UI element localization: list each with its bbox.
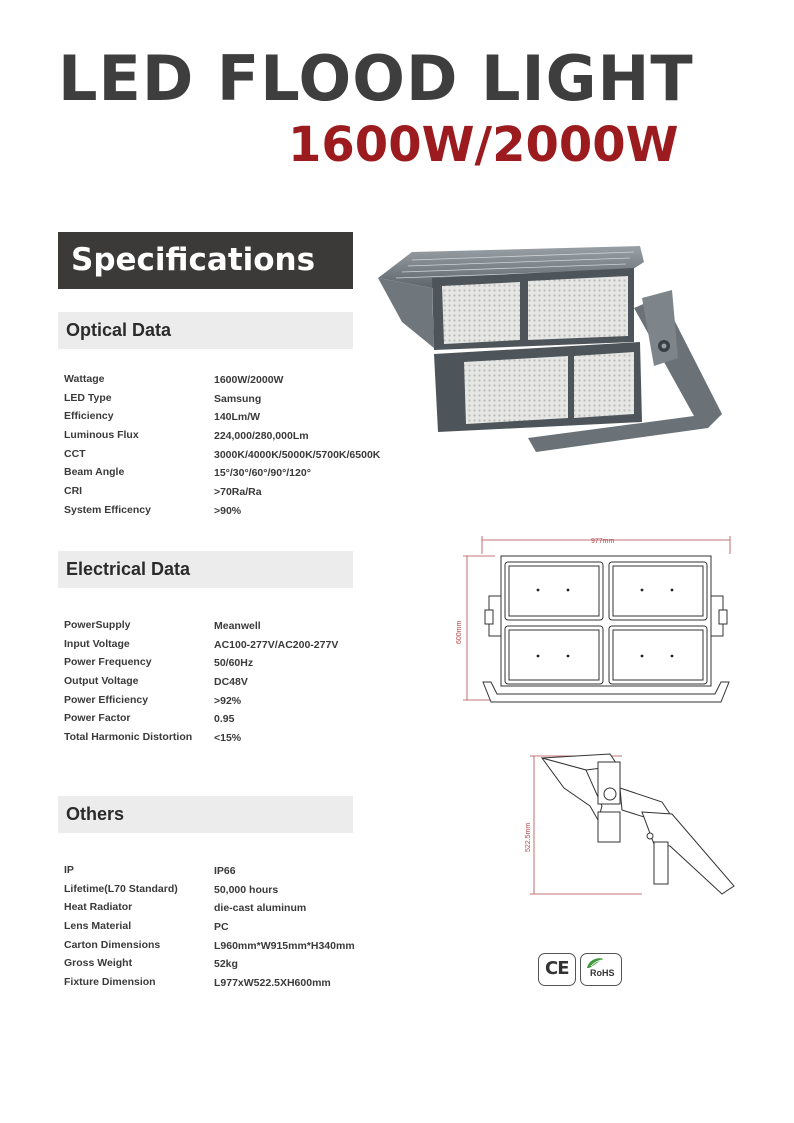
optical-data-table (64, 373, 404, 523)
spec-value: >70Ra/Ra (214, 486, 262, 499)
spec-row (64, 656, 404, 675)
spec-value: L977xW522.5XH600mm (214, 977, 331, 990)
spec-row (64, 429, 404, 448)
spec-row (64, 392, 404, 411)
spec-row (64, 864, 404, 883)
spec-value: >90% (214, 504, 242, 517)
spec-label: Wattage (64, 373, 105, 385)
electrical-data-table (64, 619, 404, 750)
page-title: LED FLOOD LIGHT (58, 42, 694, 115)
electrical-data-title: Electrical Data (66, 559, 191, 579)
front-view-dimension-drawing (455, 532, 740, 712)
spec-row (64, 920, 404, 939)
spec-row (64, 694, 404, 713)
spec-value: AC100-277V/AC200-277V (214, 638, 339, 651)
spec-value: 50,000 hours (214, 883, 279, 896)
spec-label: Carton Dimensions (64, 938, 161, 951)
spec-value: >92% (214, 694, 242, 707)
spec-row (64, 638, 404, 657)
spec-row (64, 410, 404, 429)
spec-row (64, 712, 404, 731)
spec-label: Heat Radiator (64, 901, 133, 914)
front-width-dimension: 977mm (591, 538, 615, 545)
rohs-certification-icon (580, 953, 622, 986)
spec-label: Fixture Dimension (64, 976, 156, 989)
ce-mark-text: CE (545, 958, 569, 979)
electrical-data-header (58, 551, 353, 588)
others-header (58, 796, 353, 833)
spec-label: Lifetime(L70 Standard) (64, 882, 178, 895)
led-panel (528, 276, 628, 340)
ce-certification-icon (538, 953, 576, 986)
spec-label: Lens Material (64, 920, 132, 933)
spec-value: PC (214, 921, 229, 934)
spec-row (64, 504, 404, 523)
spec-value: 3000K/4000K/5000K/5700K/6500K (214, 448, 381, 461)
spec-label: Beam Angle (64, 466, 125, 479)
flood-light-product-image (372, 238, 752, 460)
spec-row (64, 731, 404, 750)
spec-label: Luminous Flux (64, 429, 139, 442)
spec-row (64, 675, 404, 694)
spec-label: Power Frequency (64, 656, 152, 669)
spec-value: 224,000/280,000Lm (214, 430, 309, 443)
spec-label: IP (64, 864, 74, 876)
front-height-dimension: 600mm (456, 620, 463, 644)
spec-label: Power Factor (64, 712, 131, 725)
specifications-heading: Specifications (71, 242, 316, 278)
spec-label: CRI (64, 485, 83, 498)
side-depth-dimension: 522.5mm (525, 822, 532, 852)
spec-label: Input Voltage (64, 637, 130, 650)
spec-label: Efficiency (64, 410, 114, 423)
spec-label: LED Type (64, 391, 112, 404)
spec-label: PowerSupply (64, 619, 131, 631)
spec-row (64, 939, 404, 958)
led-panel (442, 282, 520, 344)
spec-label: Power Efficiency (64, 693, 149, 706)
spec-value: die-cast aluminum (214, 902, 307, 915)
spec-label: Gross Weight (64, 957, 133, 970)
spec-row (64, 448, 404, 467)
spec-value: 140Lm/W (214, 411, 261, 424)
led-panel (464, 356, 568, 424)
spec-row (64, 619, 404, 638)
spec-label: CCT (64, 447, 86, 460)
spec-value: <15% (214, 732, 242, 745)
optical-data-title: Optical Data (66, 320, 172, 340)
spec-label: Output Voltage (64, 675, 139, 688)
spec-value: 1600W/2000W (214, 374, 284, 386)
spec-value: IP66 (214, 865, 236, 877)
others-title: Others (66, 804, 125, 824)
spec-row (64, 901, 404, 920)
spec-row (64, 373, 404, 392)
spec-row (64, 466, 404, 485)
spec-value: 52kg (214, 958, 238, 971)
spec-row (64, 976, 404, 995)
led-panel (574, 352, 634, 418)
spec-value: 50/60Hz (214, 657, 254, 670)
spec-value: L960mm*W915mm*H340mm (214, 939, 355, 952)
spec-value: Meanwell (214, 620, 261, 632)
others-table (64, 864, 404, 995)
spec-row (64, 883, 404, 902)
spec-value: 0.95 (214, 713, 235, 726)
spec-row (64, 485, 404, 504)
side-view-dimension-drawing (522, 748, 742, 898)
spec-value: DC48V (214, 676, 248, 689)
spec-row (64, 957, 404, 976)
spec-value: 15°/30°/60°/90°/120° (214, 467, 311, 480)
specifications-banner (58, 232, 353, 289)
spec-label: Total Harmonic Distortion (64, 731, 193, 744)
spec-label: System Efficency (64, 503, 151, 516)
spec-value: Samsung (214, 392, 262, 405)
optical-data-header (58, 312, 353, 349)
page-subtitle-wattage: 1600W/2000W (288, 117, 679, 173)
rohs-mark-text: RoHS (590, 968, 615, 978)
